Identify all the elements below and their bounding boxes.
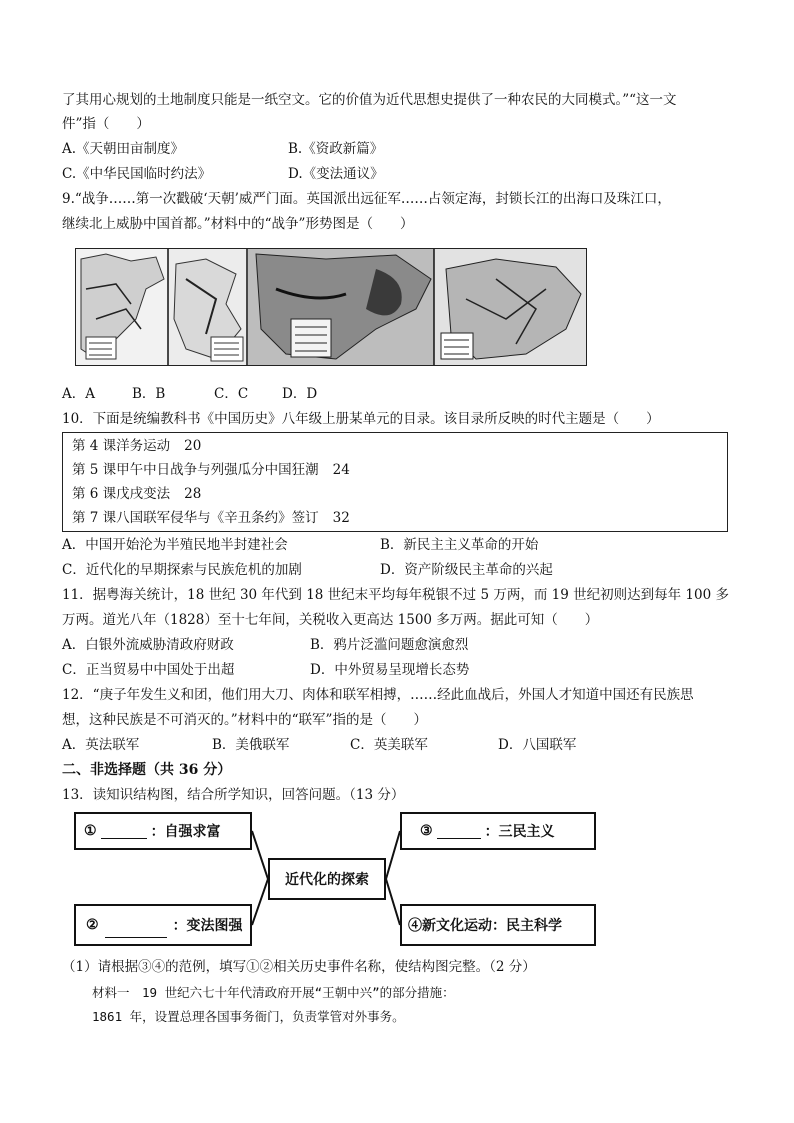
q12-option-b: B．美俄联军	[212, 737, 290, 753]
q9-line1: 9.“战争……第一次戳破‘天朝’威严门面。英国派出远征军……占领定海，封锁长江的出海口及珠江口，	[62, 191, 671, 207]
q12-option-d: D．八国联军	[498, 737, 577, 753]
diagram-center: 近代化的探索	[268, 858, 386, 900]
q12-option-a: A．英法联军	[62, 737, 140, 753]
q8-option-c: C.《中华民国临时约法》	[62, 166, 212, 182]
q11-line2: 万两。道光八年（1828）至十七年间，关税收入更高达 1500 多万两。据此可知（ ）	[62, 612, 599, 628]
box3-number: ③	[420, 823, 433, 839]
diagram-box-4	[400, 904, 596, 946]
q11-line1: 11．据粤海关统计，18 世纪 30 年代到 18 世纪末平均每年税银不过 5 万两，而 19 世纪初则达到每年 100 多	[62, 587, 729, 603]
answer-blank-2[interactable]	[105, 913, 167, 938]
q8-option-d: D.《变法通议》	[288, 166, 384, 182]
q8-line2: 件”指（ ）	[62, 116, 150, 132]
toc-title: 第 5 课甲午中日战争与列强瓜分中国狂潮	[72, 462, 319, 478]
q8-line1: 了其用心规划的土地制度只能是一纸空文。它的价值为近代思想史提供了一种农民的大同模式。”“这一文	[62, 92, 677, 108]
q8-option-a: A.《天朝田亩制度》	[62, 141, 185, 157]
box2-number: ②	[86, 917, 99, 933]
toc-title: 第 4 课洋务运动	[72, 438, 171, 454]
diagram-box-1	[74, 812, 252, 850]
q11-option-a: A．白银外流威胁清政府财政	[62, 637, 234, 653]
material1-title: 材料一 19 世纪六七十年代清政府开展“王朝中兴”的部分措施：	[92, 985, 455, 1000]
q11-option-d: D．中外贸易呈现增长态势	[310, 662, 470, 678]
q10-option-b: B．新民主主义革命的开始	[380, 537, 539, 553]
q9-option-d: D．D	[282, 386, 318, 402]
answer-blank-1[interactable]	[101, 824, 147, 839]
q8-option-b: B.《资政新篇》	[288, 141, 384, 157]
answer-blank-3	[437, 824, 481, 839]
q10-option-c: C．近代化的早期探索与民族危机的加剧	[62, 562, 302, 578]
toc-title: 第 6 课戊戌变法	[72, 486, 171, 502]
box3-text: ：三民主义	[484, 824, 555, 840]
q10-stem: 10．下面是统编教科书《中国历史》八年级上册某单元的目录。该目录所反映的时代主题是（ ）	[62, 411, 660, 427]
toc-page: 24	[332, 462, 350, 478]
q13-sub1: （1）请根据③④的范例，填写①②相关历史事件名称，使结构图完整。（2 分）	[62, 959, 536, 975]
material1-line: 1861 年，设置总理各国事务衙门，负责掌管对外事务。	[92, 1009, 405, 1024]
toc-title: 第 7 课八国联军侵华与《辛丑条约》签订	[72, 510, 319, 526]
q10-option-d: D．资产阶级民主革命的兴起	[380, 562, 553, 578]
box4-text: ④新文化运动：民主科学	[408, 918, 562, 934]
q12-line1: 12．“庚子年发生义和团，他们用大刀、肉体和联军相搏，……经此血战后，外国人才知道中国还有民族思	[62, 687, 694, 703]
section-title: 二、非选择题（共 36 分）	[62, 762, 232, 778]
q12-option-c: C．英美联军	[350, 737, 428, 753]
q9-line2: 继续北上威胁中国首都。”材料中的“战争”形势图是（ ）	[62, 216, 414, 232]
q12-line2: 想，这种民族是不可消灭的。”材料中的“联军”指的是（ ）	[62, 712, 427, 728]
q9-option-c: C．C	[214, 386, 249, 402]
toc-page: 20	[184, 438, 202, 454]
q13-stem: 13．读知识结构图，结合所学知识，回答问题。（13 分）	[62, 787, 405, 803]
diagram-box-3	[400, 812, 596, 850]
q11-option-c: C．正当贸易中中国处于出超	[62, 662, 235, 678]
q11-option-b: B．鸦片泛滥问题愈演愈烈	[310, 637, 469, 653]
q9-option-b: B．B	[132, 386, 166, 402]
q9-option-a: A．A	[62, 386, 95, 402]
q10-option-a: A．中国开始沦为半殖民地半封建社会	[62, 537, 288, 553]
box1-number: ①	[84, 823, 97, 839]
toc-page: 32	[332, 510, 350, 526]
box1-text: ：自强求富	[150, 824, 221, 840]
diagram-box-2	[74, 904, 252, 946]
toc-page: 28	[184, 486, 202, 502]
box2-text: ：变法图强	[172, 918, 243, 934]
